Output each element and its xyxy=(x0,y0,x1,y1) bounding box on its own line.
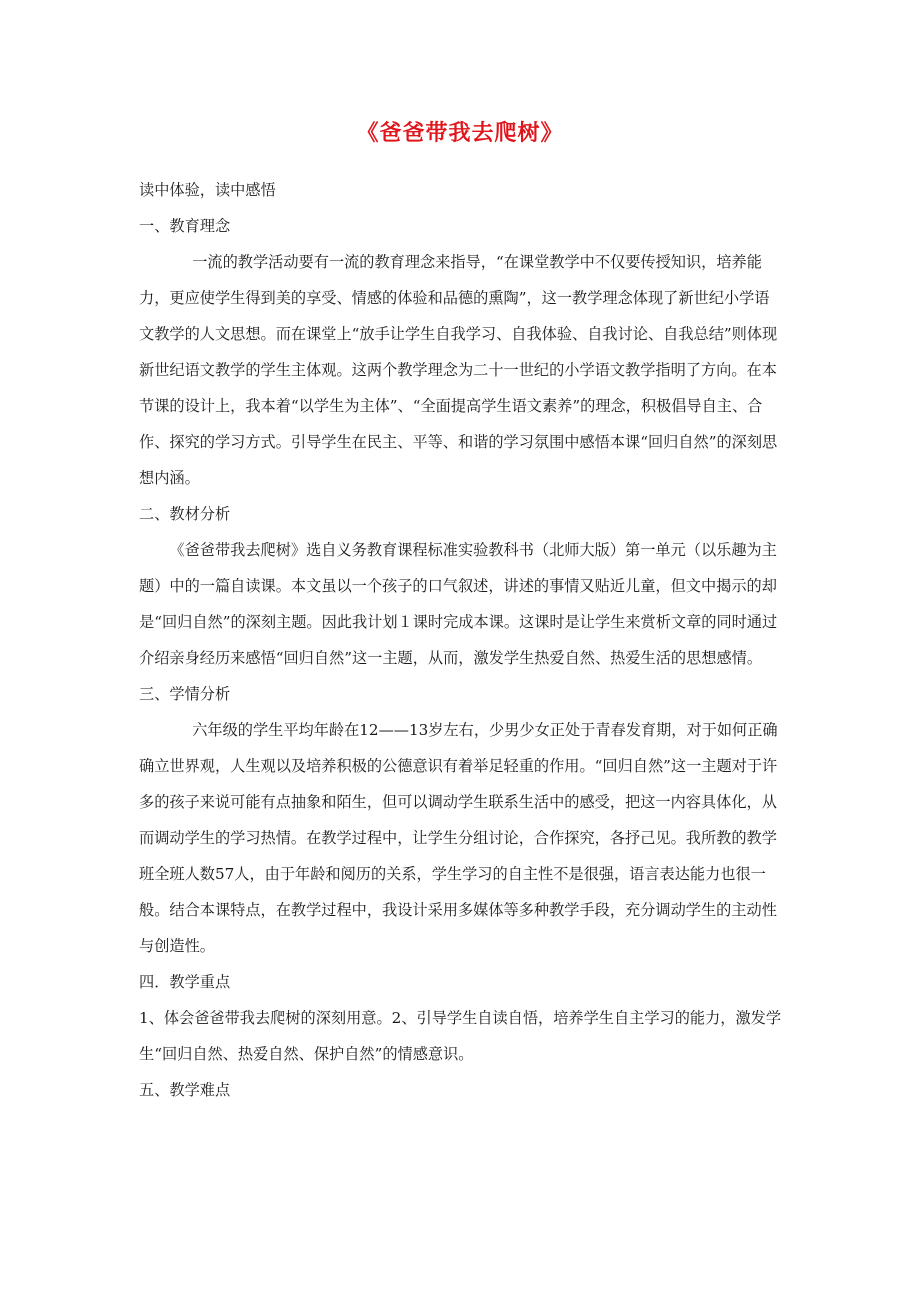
document-title: 《爸爸带我去爬树》 xyxy=(356,121,564,146)
section-body-material: 《爸爸带我去爬树》选自义务教育课程标准实验教科书（北师大版）第一单元（以乐趣为主题）中的一篇自读课。本文虽以一个孩子的口气叙述，讲述的事情又贴近儿童，但文中揭示的却是“回归自然”的深刻主题。因此我计划１课时完成本课。这课时是让学生来赏析文章的同时通过介绍亲身经历来感悟“回归自然”这一主题，从而，激发学生热爱自然、热爱生活的思想感情。 xyxy=(139,541,778,667)
section-body-philosophy: 一流的教学活动要有一流的教育理念来指导，“在课堂教学中不仅要传授知识，培养能力，更应使学生得到美的享受、情感的体验和品德的熏陶”，这一教学理念体现了新世纪小学语文教学的人文思想。而在课堂上“放手让学生自我学习、自我体验、自我讨论、自我总结”则体现新世纪语文教学的学生主体观。这两个教学理念为二十一世纪的小学语文教学指明了方向。在本节课的设计上，我本着“以学生为主体”、“全面提高学生语文素养”的理念，积极倡导自主、合作、探究的学习方式。引导学生在民主、平等、和谐的学习氛围中感悟本课“回归自然”的深刻思想内涵。 xyxy=(139,253,778,487)
section-heading-students: 三、学情分析 xyxy=(139,685,231,703)
subtitle: 读中体验，读中感悟 xyxy=(139,181,276,199)
document-body xyxy=(139,172,784,1108)
section-body-students: 六年级的学生平均年龄在12——13岁左右，少男少女正处于青春发育期，对于如何正确确立世界观，人生观以及培养积极的公德意识有着举足轻重的作用。“回归自然”这一主题对于许多的孩子来说可能有点抽象和陌生，但可以调动学生联系生活中的感受，把这一内容具体化，从而调动学生的学习热情。在教学过程中，让学生分组讨论，合作探究，各抒己见。我所教的教学班全班人数57人，由于年龄和阅历的关系，学生学习的自主性不是很强，语言表达能力也很一般。结合本课特点，在教学过程中，我设计采用多媒体等多种教学手段，充分调动学生的主动性与创造性。 xyxy=(139,721,778,955)
section-heading-philosophy: 一、教育理念 xyxy=(139,217,231,235)
section-body-key-points: 1、体会爸爸带我去爬树的深刻用意。2、引导学生自读自悟，培养学生自主学习的能力，激发学生“回归自然、热爱自然、保护自然”的情感意识。 xyxy=(139,1009,782,1063)
section-heading-key-points: 四．教学重点 xyxy=(139,973,231,991)
section-heading-difficulties: 五、教学难点 xyxy=(139,1081,231,1099)
section-heading-material: 二、教材分析 xyxy=(139,505,231,523)
